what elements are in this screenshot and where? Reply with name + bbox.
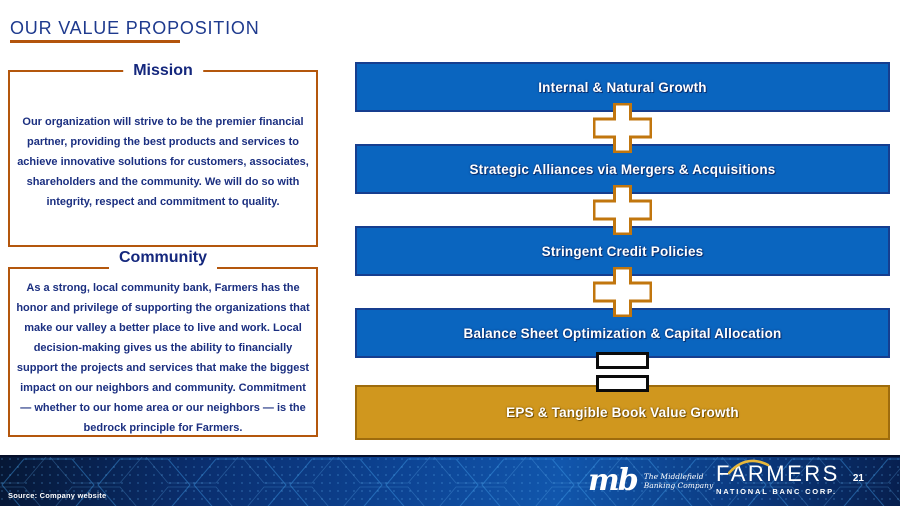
plus-icon [593, 267, 652, 317]
mission-body-text: Our organization will strive to be the premier financial partner, providing the best products and services to achieve innovative solutions for customers, associates, shareholders and the community. We will do so with integrity, respect and commitment to quality. [17, 116, 309, 208]
source-note: Source: Company website [8, 491, 107, 500]
farmers-wordmark: FARMERS [716, 461, 840, 486]
middlefield-name: The Middlefield Banking Company [643, 472, 714, 490]
footer-band [0, 455, 900, 506]
step-label: EPS & Tangible Book Value Growth [506, 405, 739, 420]
community-panel [8, 249, 318, 437]
plus-icon [593, 103, 652, 153]
mission-panel [8, 62, 318, 247]
farmers-swoosh-icon [728, 458, 770, 476]
mission-heading: Mission [123, 60, 203, 82]
farmers-subtitle: NATIONAL BANC CORP. [716, 487, 837, 496]
community-body-text: As a strong, local community bank, Farmers has the honor and privilege of supporting the organizations that make our valley a better place to live and work. Local decision-making gives us the ability to financially support the projects and services that make the biggest impact on our neighbors and community. Commitment — whether to our home area or our neighbors — is the bedrock principle for Farmers. [16, 282, 310, 434]
page-title: OUR VALUE PROPOSITION [10, 18, 260, 38]
step-label: Balance Sheet Optimization & Capital Allocation [463, 325, 782, 341]
step-eps-tangible-book-value [355, 385, 890, 440]
step-label: Internal & Natural Growth [538, 79, 707, 95]
step-label: Strategic Alliances via Mergers & Acquisitions [469, 161, 776, 177]
plus-icon [593, 185, 652, 235]
title-underline [10, 40, 180, 43]
page-number: 21 [852, 473, 864, 484]
equals-bar-bottom [596, 375, 649, 392]
equals-bar-top [596, 352, 649, 369]
step-label: Stringent Credit Policies [541, 243, 704, 259]
farmers-logo [716, 462, 840, 496]
middlefield-logo [588, 463, 714, 498]
middlefield-monogram: mb [588, 463, 637, 498]
community-heading: Community [109, 247, 217, 269]
equals-icon [596, 352, 649, 392]
